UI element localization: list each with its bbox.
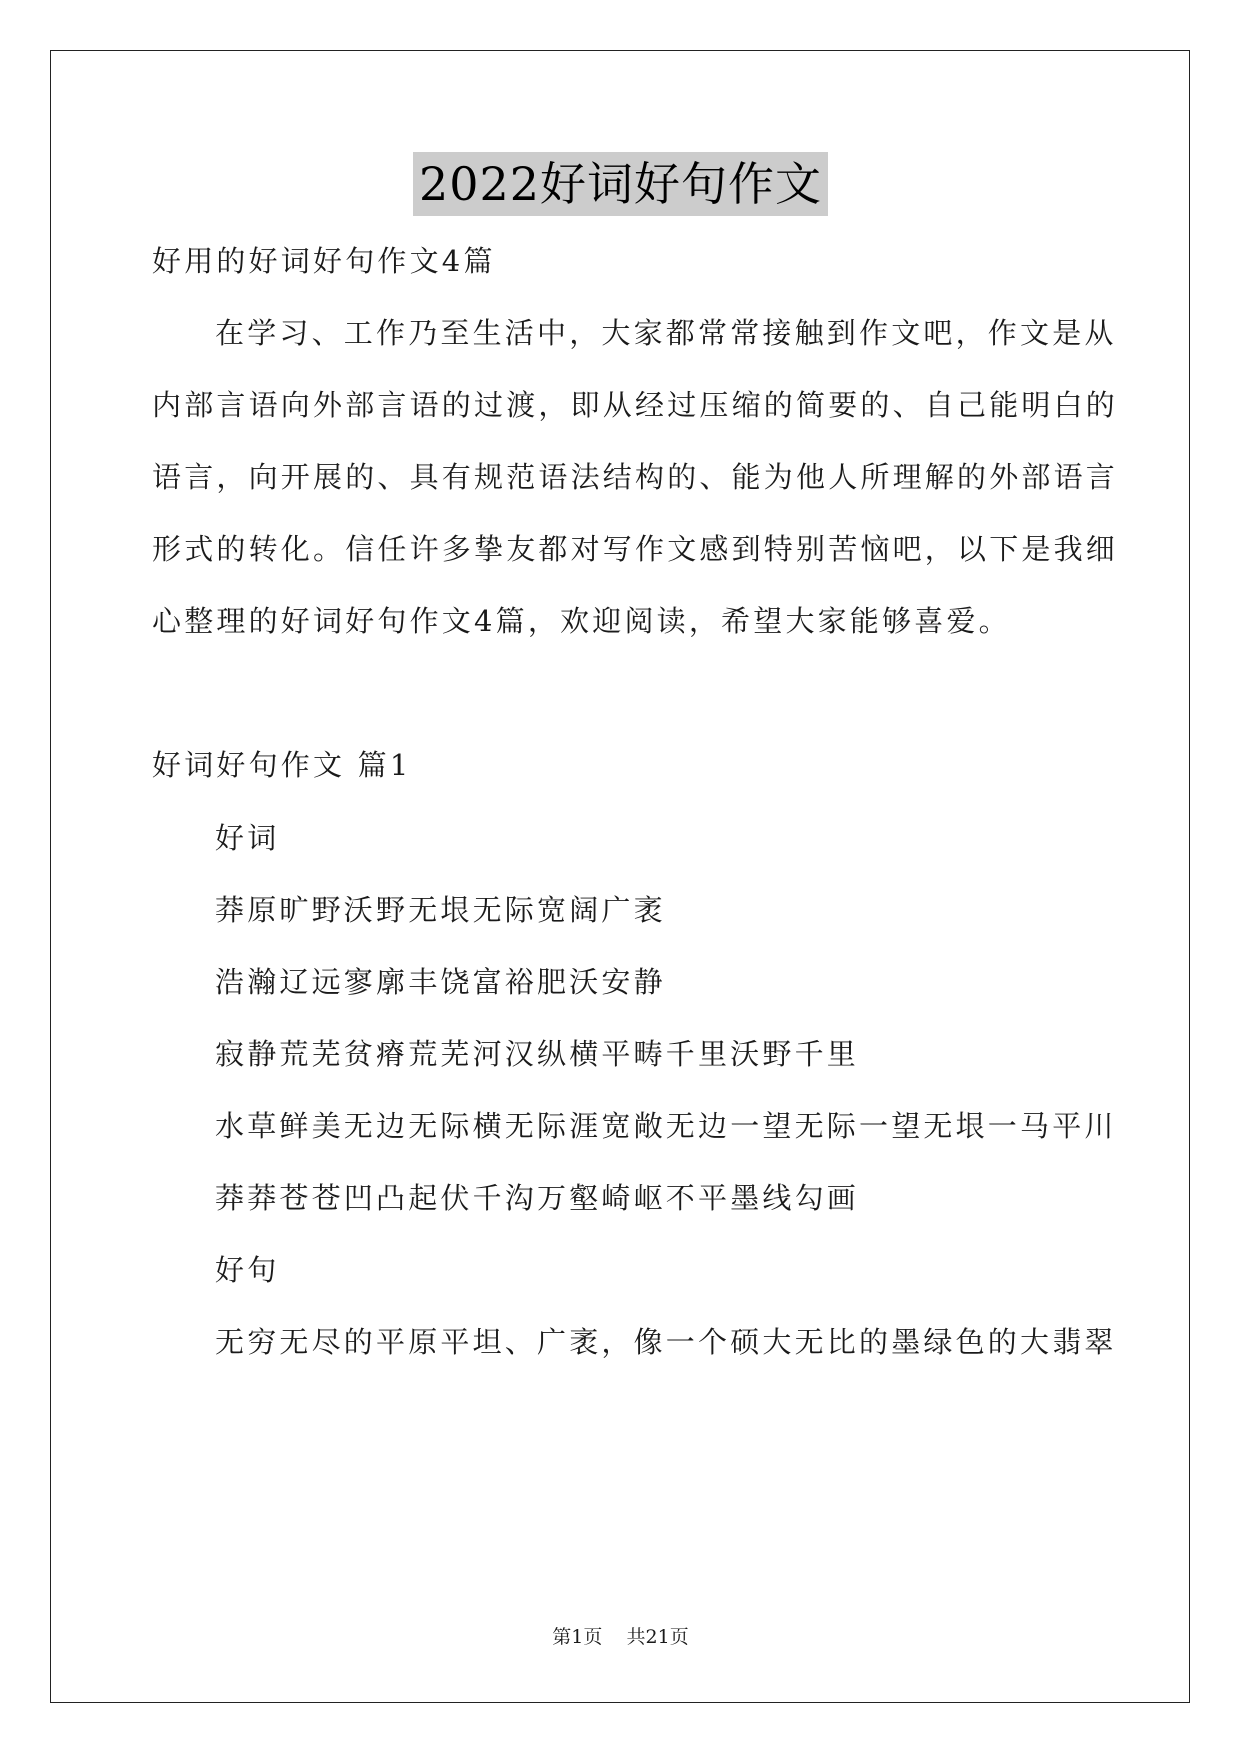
word-line-3: 寂静荒芜贫瘠荒芜河汉纵横平畴千里沃野千里	[215, 1037, 860, 1071]
page-border	[50, 50, 1190, 1703]
intro-line-4: 形式的转化。信任许多挚友都对写作文感到特别苦恼吧，以下是我细	[152, 532, 1119, 566]
section-heading: 好词好句作文 篇1	[152, 748, 412, 782]
word-line-2: 浩瀚辽远寥廓丰饶富裕肥沃安静	[215, 965, 666, 999]
document-title: 2022好词好句作文	[413, 152, 828, 216]
sentences-heading: 好句	[215, 1253, 280, 1287]
title-container	[0, 152, 1241, 216]
intro-line-3: 语言，向开展的、具有规范语法结构的、能为他人所理解的外部语言	[152, 460, 1119, 494]
intro-line-1: 在学习、工作乃至生活中，大家都常常接触到作文吧，作文是从	[215, 316, 1117, 350]
words-heading: 好词	[215, 821, 280, 855]
word-line-4: 水草鲜美无边无际横无际涯宽敞无边一望无际一望无垠一马平川	[215, 1109, 1117, 1143]
word-line-5: 莽莽苍苍凹凸起伏千沟万壑崎岖不平墨线勾画	[215, 1181, 860, 1215]
sentence-line-1: 无穷无尽的平原平坦、广袤，像一个硕大无比的墨绿色的大翡翠	[215, 1325, 1117, 1359]
word-line-1: 莽原旷野沃野无垠无际宽阔广袤	[215, 893, 666, 927]
document-subtitle: 好用的好词好句作文4篇	[152, 244, 496, 278]
intro-line-2: 内部言语向外部言语的过渡，即从经过压缩的简要的、自己能明白的	[152, 388, 1119, 422]
page-number-footer: 第1页 共21页	[552, 1626, 689, 1648]
intro-line-5: 心整理的好词好句作文4篇，欢迎阅读，希望大家能够喜爱。	[152, 604, 1011, 638]
